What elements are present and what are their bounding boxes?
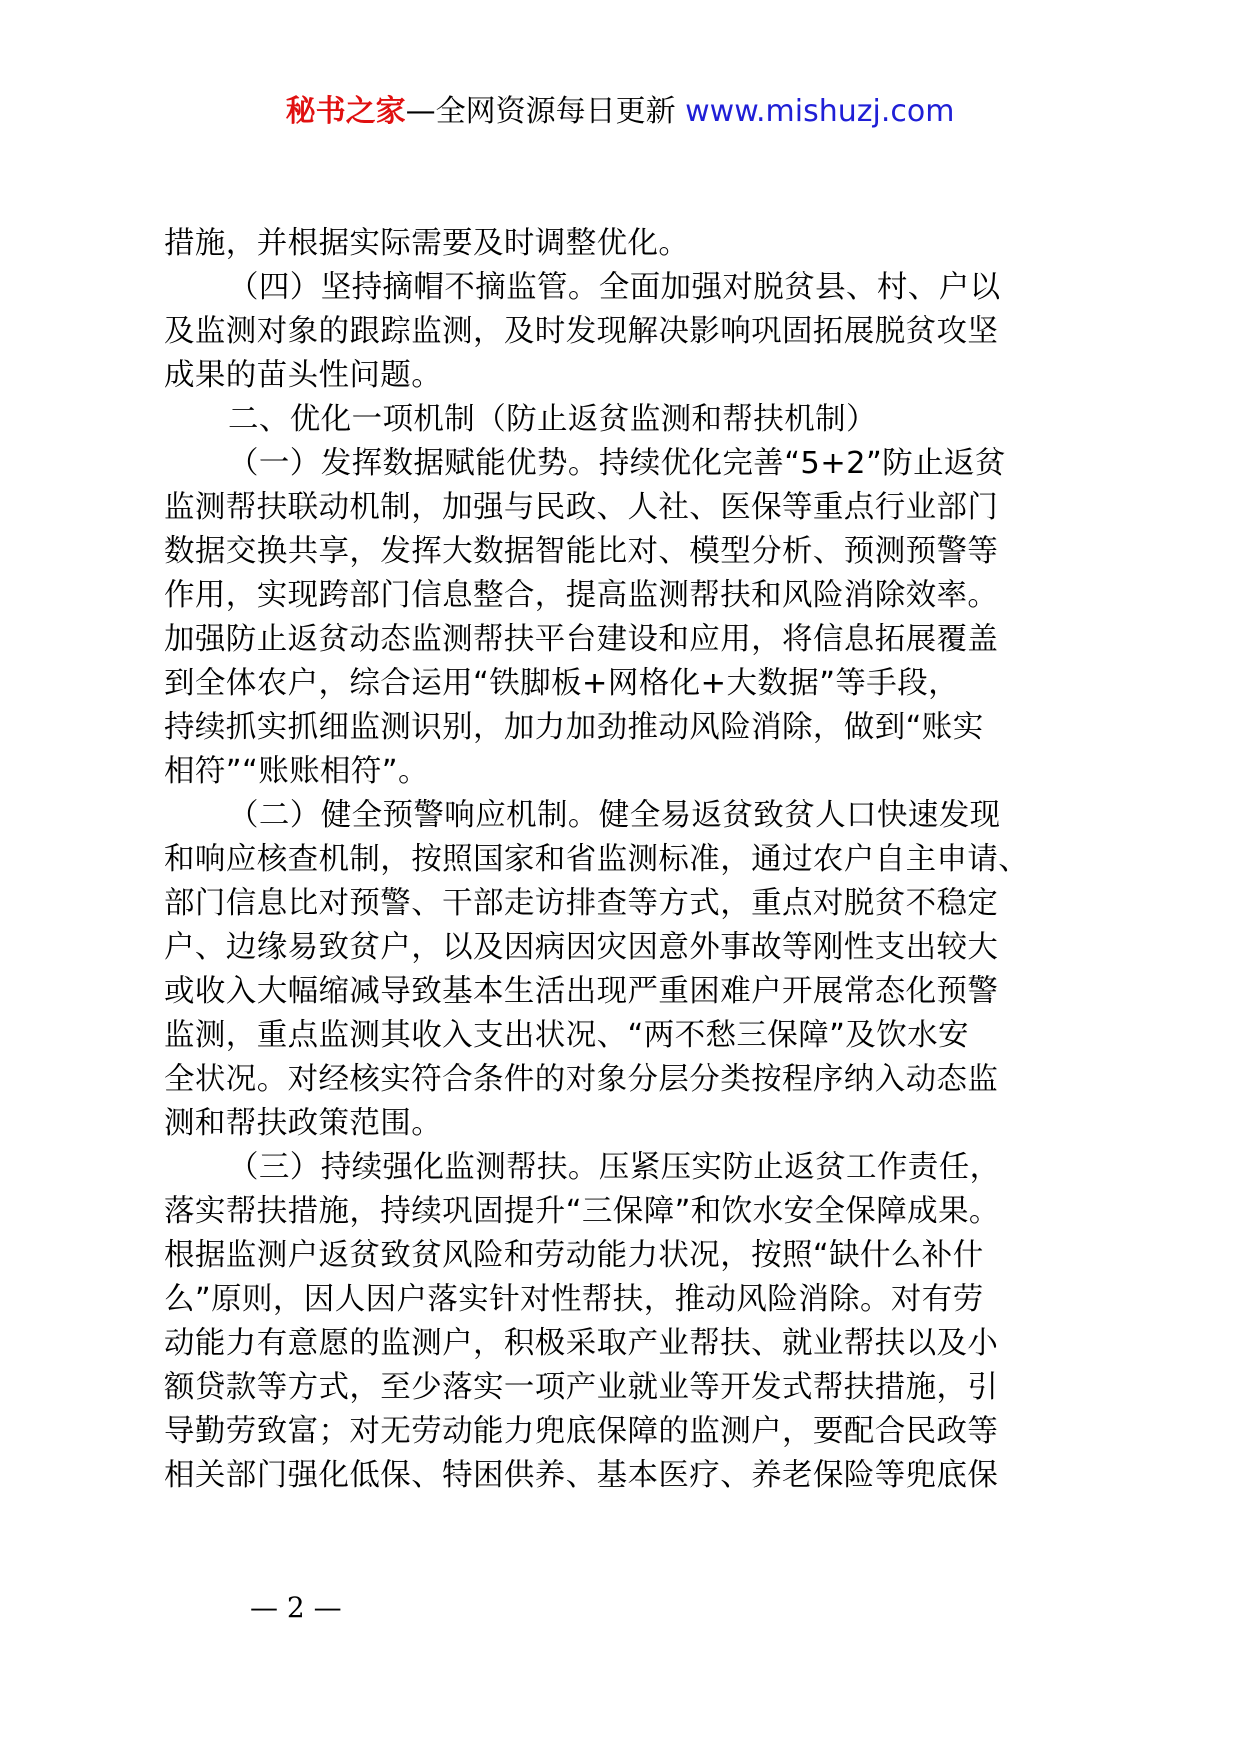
text-line: 么”原则，因人因户落实针对性帮扶，推动风险消除。对有劳 (164, 1282, 984, 1317)
text-line: 测和帮扶政策范围。 (164, 1106, 443, 1141)
paragraph-heading-line: （四）坚持摘帽不摘监管。全面加强对脱贫县、村、户以 (228, 270, 1001, 305)
text-line: 部门信息比对预警、干部走访排查等方式，重点对脱贫不稳定 (164, 886, 999, 921)
text-line: 落实帮扶措施，持续巩固提升“三保障”和饮水安全保障成果。 (164, 1194, 1000, 1229)
section-heading: 二、优化一项机制（防止返贫监测和帮扶机制） (228, 402, 877, 437)
text-line: 持续抓实抓细监测识别，加力加劲推动风险消除，做到“账实 (164, 710, 984, 745)
text-line: 相符”“账账相符”。 (164, 754, 429, 789)
text-line: 措施，并根据实际需要及时调整优化。 (164, 226, 690, 261)
text-line: 加强防止返贫动态监测帮扶平台建设和应用，将信息拓展覆盖 (164, 622, 999, 657)
text-line: 户、边缘易致贫户，以及因病因灾因意外事故等刚性支出较大 (164, 930, 999, 965)
paragraph-heading-line: （三）持续强化监测帮扶。压紧压实防止返贫工作责任， (228, 1150, 1001, 1185)
text-line: 监测，重点监测其收入支出状况、“两不愁三保障”及饮水安 (164, 1018, 969, 1053)
text-line: 导勤劳致富；对无劳动能力兜底保障的监测户，要配合民政等 (164, 1414, 999, 1449)
page-header (0, 92, 1240, 132)
text-line: 动能力有意愿的监测户，积极采取产业帮扶、就业帮扶以及小 (164, 1326, 999, 1361)
document-body (164, 222, 1094, 1498)
paragraph-heading-line: （二）健全预警响应机制。健全易返贫致贫人口快速发现 (228, 798, 1001, 833)
text-line: 或收入大幅缩减导致基本生活出现严重困难户开展常态化预警 (164, 974, 999, 1009)
text-line: 全状况。对经核实符合条件的对象分层分类按程序纳入动态监 (164, 1062, 999, 1097)
brand-name: 秘书之家 (285, 94, 406, 129)
text-line: 作用，实现跨部门信息整合，提高监测帮扶和风险消除效率。 (164, 578, 999, 613)
website-link[interactable]: www.mishuzj.com (685, 94, 955, 129)
page-number: — 2 — (250, 1591, 342, 1624)
text-line: 监测帮扶联动机制，加强与民政、人社、医保等重点行业部门 (164, 490, 999, 525)
text-line: 额贷款等方式，至少落实一项产业就业等开发式帮扶措施，引 (164, 1370, 999, 1405)
text-line: 及监测对象的跟踪监测，及时发现解决影响巩固拓展脱贫攻坚 (164, 314, 999, 349)
text-line: 到全体农户，综合运用“铁脚板+网格化+大数据”等手段， (164, 666, 960, 701)
text-line: 数据交换共享，发挥大数据智能比对、模型分析、预测预警等 (164, 534, 999, 569)
text-line: 和响应核查机制，按照国家和省监测标准，通过农户自主申请、 (164, 842, 1030, 877)
text-line: 根据监测户返贫致贫风险和劳动能力状况，按照“缺什么补什 (164, 1238, 984, 1273)
header-tagline: —全网资源每日更新 (405, 94, 676, 129)
text-line: 成果的苗头性问题。 (164, 358, 443, 393)
text-line: 相关部门强化低保、特困供养、基本医疗、养老保险等兜底保 (164, 1458, 999, 1493)
paragraph-heading-line: （一）发挥数据赋能优势。持续优化完善“5+2”防止返贫 (228, 446, 1006, 481)
